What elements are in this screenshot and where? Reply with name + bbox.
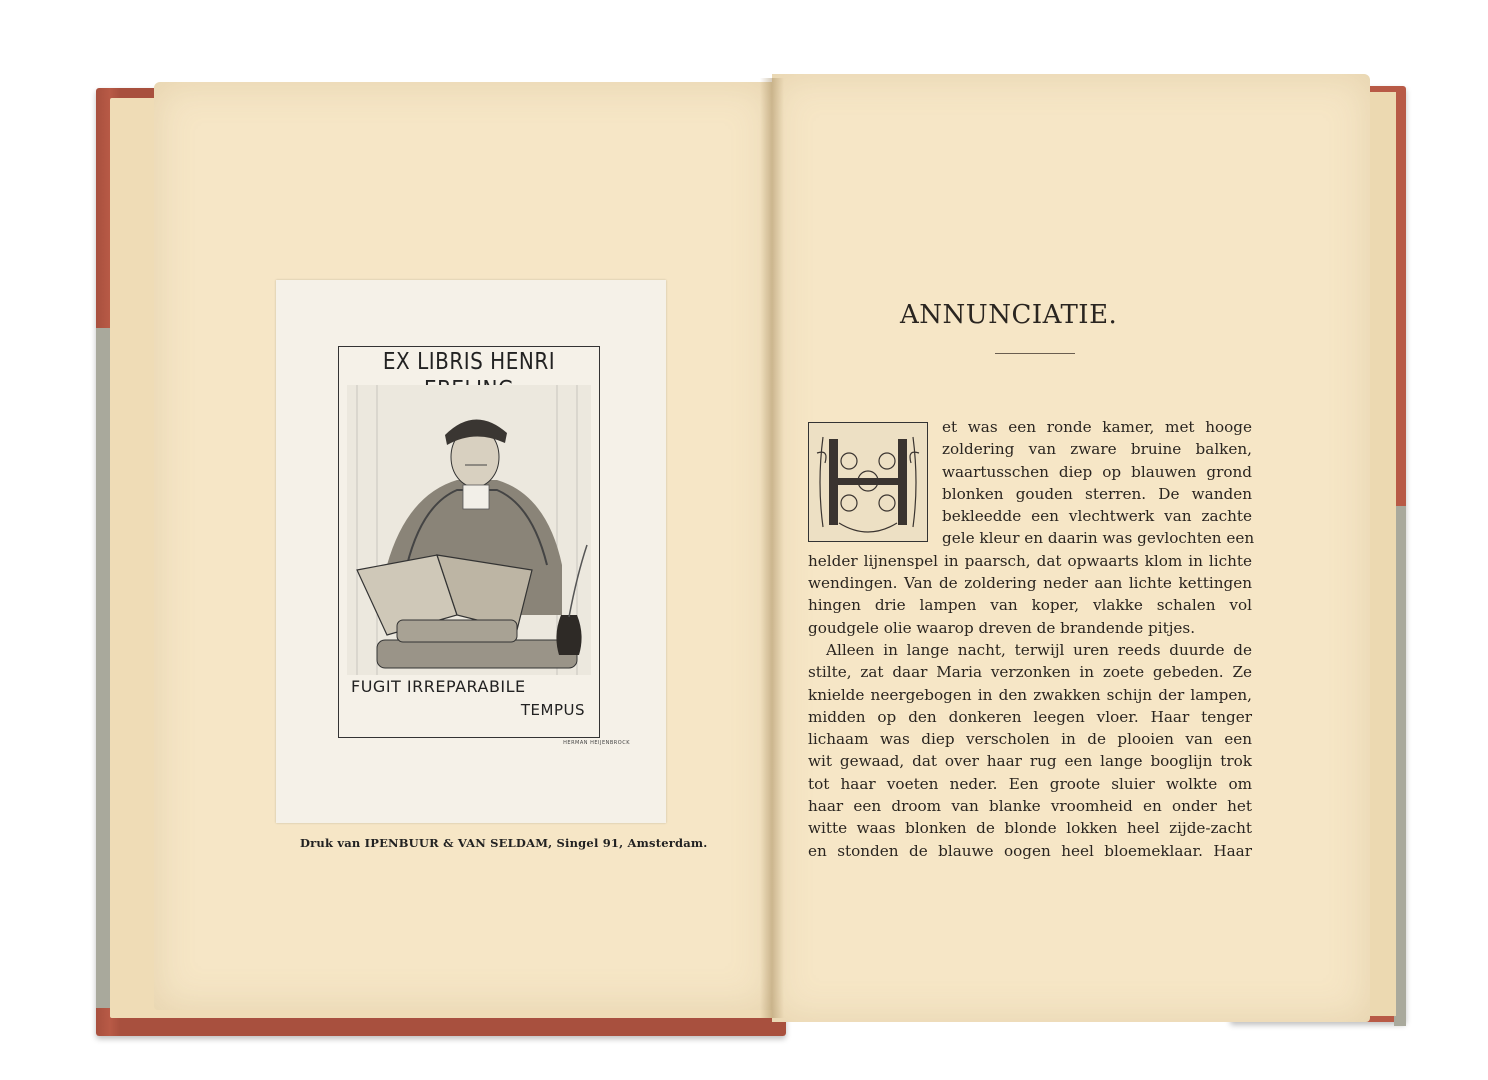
reading-scholar-illustration (347, 385, 591, 675)
chapter-body (808, 416, 1255, 862)
text-line: knielde neergebogen in den zwakken schijn der lampen, (808, 685, 1252, 704)
text-line: witte waas blonken de blonde lokken heel zijde-zacht (808, 819, 1252, 838)
title-rule (995, 353, 1075, 354)
bookplate-frame (338, 346, 600, 738)
bookplate-title: EX LIBRIS HENRI (382, 347, 556, 375)
text-line: gele kleur en daarin was gevlochten een (942, 529, 1255, 548)
text-line: blonken gouden sterren. De wanden (942, 484, 1252, 503)
artist-signature: HERMAN HEIJENBROCK (563, 740, 630, 746)
text-line: stilte, zat daar Maria verzonken in zoete gebeden. Ze (808, 663, 1252, 682)
text-line: Alleen in lange nacht, terwijl uren reeds duurde de (826, 640, 1252, 659)
chapter-title: ANNUNCIATIE. (900, 300, 1118, 330)
text-line: helder lijnenspel in paarsch, dat opwaarts klom in lichte (808, 551, 1252, 570)
text-line: wendingen. Van de zoldering neder aan lichte kettingen (808, 574, 1252, 593)
bookplate-motto-line2: TEMPUS (520, 701, 585, 719)
text-line: tot haar voeten neder. Een groote sluier wolkte om (808, 774, 1252, 793)
text-line: waartusschen diep op blauwen grond (942, 462, 1252, 481)
printer-colophon: Druk van IPENBUUR & VAN SELDAM, Singel 91, Amsterdam. (300, 836, 708, 850)
text-line: hingen drie lampen van koper, vlakke schalen vol (808, 596, 1252, 615)
text-line: zoldering van zware bruine balken, (942, 440, 1252, 459)
text-line: goudgele olie waarop dreven de brandende pitjes. (808, 618, 1196, 637)
bookplate-motto-line1: FUGIT IRREPARABILE (351, 677, 526, 696)
book-gutter (760, 78, 784, 1018)
text-line: wit gewaad, dat over haar rug een lange booglijn trok (808, 752, 1252, 771)
bookplate (276, 280, 666, 823)
text-line: et was een ronde kamer, met hooge (942, 418, 1252, 436)
text-line: bekleedde een vlechtwerk van zachte (942, 507, 1252, 526)
text-line: haar een droom van blanke vroomheid en onder het (808, 797, 1252, 816)
text-line: midden op den donkeren leegen vloer. Haar tenger (808, 707, 1252, 726)
text-line: lichaam was diep verscholen in de plooien van een (808, 730, 1252, 749)
text-line: en stonden de blauwe oogen heel bloemeklaar. Haar (808, 841, 1252, 860)
